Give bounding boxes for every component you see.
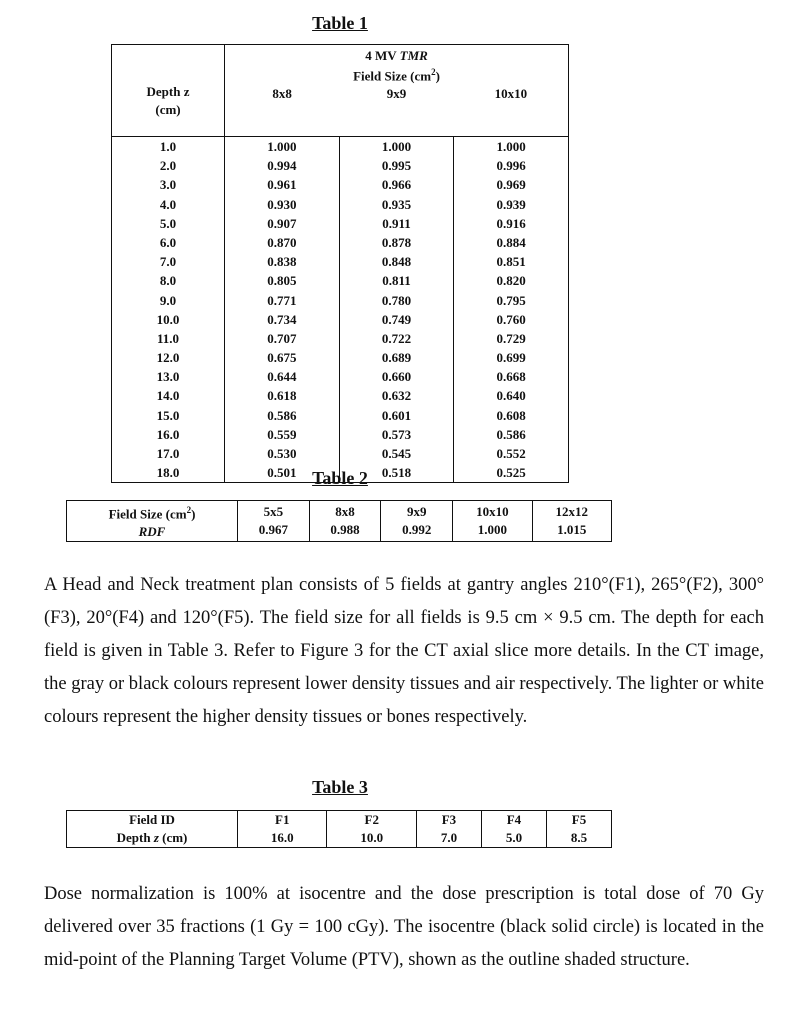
tmr-cell-8x8: 0.675 — [267, 350, 297, 366]
table2-size: 5x5 — [263, 504, 284, 520]
table2-col-3 — [453, 501, 532, 542]
table3-depth: 5.0 — [505, 830, 523, 845]
tmr-cell-9x9: 0.995 — [381, 158, 412, 174]
tmr-cell-10x10: 0.668 — [496, 369, 526, 385]
table3-col-4 — [546, 811, 611, 848]
col-header-10x10: 10x10 — [494, 86, 528, 102]
table3-col-3 — [481, 811, 546, 848]
tmr-cell-9x9: 0.573 — [381, 426, 412, 442]
table3-field: F5 — [571, 812, 587, 827]
tmr-prefix: 4 MV — [365, 48, 400, 63]
tmr-cell-10x10: 0.552 — [496, 446, 526, 461]
table2-col-2 — [381, 501, 453, 542]
table2-col-4 — [532, 501, 611, 542]
tmr-cell-10x10: 0.699 — [496, 350, 526, 366]
tmr-cell-8x8: 0.707 — [267, 330, 297, 346]
table3-depth: 10.0 — [360, 830, 384, 845]
depth-cell: 18.0 — [156, 465, 180, 481]
field-size-end: ) — [435, 68, 440, 84]
tmr-cell-9x9: 0.689 — [381, 350, 412, 366]
tmr-cell-8x8: 0.907 — [267, 215, 297, 231]
tmr-cell-9x9: 0.848 — [381, 254, 412, 270]
depth-cell: 7.0 — [159, 254, 177, 270]
table3-row2-z: z — [153, 830, 159, 845]
table2-col-0 — [238, 501, 310, 542]
depth-cell: 10.0 — [156, 311, 180, 327]
tmr-cell-10x10: 0.851 — [496, 254, 526, 270]
depth-cell: 13.0 — [156, 369, 180, 385]
tmr-cell-10x10: 0.608 — [496, 407, 526, 423]
tmr-cell-8x8: 0.618 — [267, 388, 297, 404]
table3-field: F4 — [506, 812, 522, 827]
depth-header-unit: (cm) — [155, 102, 181, 117]
tmr-cell-9x9: 0.911 — [382, 215, 411, 231]
table2-row1-end: ) — [191, 506, 196, 522]
table3-label-cell — [67, 811, 238, 848]
table3-col-0 — [238, 811, 327, 848]
table2-rdf: 1.015 — [557, 522, 587, 538]
tmr-cell-9x9: 0.780 — [381, 292, 412, 308]
tmr-cell-8x8: 0.501 — [267, 465, 297, 481]
table2-label-cell — [67, 501, 238, 542]
tmr-cell-8x8: 0.530 — [267, 446, 297, 461]
depth-cell: 15.0 — [156, 407, 180, 423]
tmr-cell-9x9: 0.518 — [381, 465, 412, 481]
table3-field: F1 — [275, 812, 290, 827]
depth-cell: 4.0 — [159, 196, 177, 212]
table3-title: Table 3 — [312, 777, 368, 797]
table3-depth: 8.5 — [570, 830, 588, 845]
tmr-cell-9x9: 0.966 — [381, 177, 412, 193]
tmr-cell-9x9: 0.660 — [381, 369, 412, 385]
tmr-cell-8x8: 0.994 — [267, 158, 297, 174]
tmr-label: TMR — [399, 48, 428, 63]
col-header-9x9: 9x9 — [386, 86, 407, 102]
tmr-cell-9x9: 1.000 — [381, 139, 412, 154]
tmr-cell-8x8: 0.870 — [267, 234, 297, 250]
depth-cell: 16.0 — [156, 426, 180, 442]
tmr-cell-10x10: 0.939 — [496, 196, 526, 212]
table2-size: 12x12 — [555, 504, 589, 520]
table3-row2-prefix: Depth — [116, 830, 154, 845]
table1-title: Table 1 — [312, 13, 368, 33]
tmr-cell-8x8: 0.930 — [267, 196, 297, 212]
tmr-cell-9x9: 0.722 — [381, 330, 412, 346]
table3-depth: 16.0 — [270, 830, 294, 845]
tmr-cell-9x9: 0.935 — [381, 196, 412, 212]
tmr-cell-10x10: 0.729 — [496, 330, 526, 346]
depth-cell: 17.0 — [156, 446, 180, 461]
tmr-cell-9x9: 0.545 — [381, 446, 412, 461]
tmr-cell-10x10: 0.820 — [496, 273, 526, 289]
tmr-cell-8x8: 0.961 — [267, 177, 297, 193]
tmr-cell-8x8: 0.559 — [267, 426, 297, 442]
table1-col-9x9 — [339, 137, 454, 483]
table3-row2-end: (cm) — [158, 830, 188, 845]
paragraph-treatment-plan: A Head and Neck treatment plan consists of 5 fields at gantry angles 210°(F1), 265°(F2), 300°(F3), 20°(F4) and 120°(F5). The field size for all fields is 9.5 cm × 9.5 cm. The depth for each field is given in Table 3. Refer to Figure 3 for the CT axial slice more details. In the CT image, the gray or black colours represent lower density tissues and air respectively. The lighter or white colours represent the higher density tissues or bones respectively. — [44, 575, 764, 727]
tmr-cell-10x10: 0.884 — [496, 234, 526, 250]
tmr-cell-9x9: 0.749 — [381, 311, 412, 327]
table3-field: F3 — [441, 812, 457, 827]
tmr-cell-8x8: 1.000 — [267, 139, 297, 154]
tmr-cell-8x8: 0.586 — [267, 407, 297, 423]
table2-title: Table 2 — [312, 468, 368, 488]
tmr-cell-9x9: 0.811 — [382, 273, 411, 289]
table2-rdf: 0.967 — [258, 522, 288, 538]
depth-cell: 1.0 — [159, 139, 177, 154]
table2 — [66, 500, 612, 542]
table3-row1-label: Field ID — [129, 812, 175, 827]
depth-cell: 6.0 — [159, 234, 177, 250]
tmr-cell-10x10: 0.795 — [496, 292, 526, 308]
tmr-cell-8x8: 0.838 — [267, 254, 297, 270]
depth-cell: 8.0 — [159, 273, 177, 289]
tmr-cell-10x10: 0.996 — [496, 158, 526, 174]
depth-cell: 14.0 — [156, 388, 180, 404]
tmr-cell-9x9: 0.632 — [381, 388, 412, 404]
depth-cell: 3.0 — [159, 177, 177, 193]
depth-cell: 9.0 — [159, 292, 177, 308]
tmr-cell-9x9: 0.601 — [381, 407, 412, 423]
table1-col-10x10 — [454, 137, 569, 483]
tmr-cell-10x10: 0.916 — [496, 215, 526, 231]
tmr-cell-8x8: 0.644 — [267, 369, 297, 385]
col-header-8x8: 8x8 — [272, 86, 292, 102]
tmr-cell-10x10: 0.969 — [496, 177, 526, 193]
table3-col-1 — [327, 811, 416, 848]
paragraph-dose-normalization: Dose normalization is 100% at isocentre and the dose prescription is total dose of 70 Gy delivered over 35 fractions (1 Gy = 100 cGy). The isocentre (black solid circle) is located in the mid-point of the Planning Target Volume (PTV), shown as the outline shaded structure. — [44, 884, 764, 970]
depth-cell: 5.0 — [159, 215, 177, 231]
depth-cell: 2.0 — [159, 158, 177, 174]
field-size-label: Field Size (cm — [353, 68, 432, 84]
table2-row1-label: Field Size (cm — [108, 506, 187, 522]
table1-depth-header — [112, 45, 225, 137]
tmr-cell-8x8: 0.771 — [267, 292, 297, 308]
tmr-cell-8x8: 0.805 — [267, 273, 297, 289]
table2-size: 10x10 — [476, 504, 509, 520]
table2-size: 8x8 — [335, 504, 355, 520]
table3-depth: 7.0 — [440, 830, 458, 845]
table2-rdf: 0.988 — [330, 522, 360, 538]
table1-group-header — [225, 45, 569, 137]
table1-depth-column — [112, 137, 225, 483]
tmr-cell-10x10: 0.640 — [496, 388, 526, 404]
table2-col-1 — [309, 501, 381, 542]
depth-cell: 12.0 — [156, 350, 180, 366]
table2-row2-label: RDF — [138, 524, 166, 540]
table2-size: 9x9 — [407, 504, 427, 520]
tmr-cell-10x10: 1.000 — [496, 139, 526, 154]
table3-field: F2 — [364, 812, 379, 827]
depth-cell: 11.0 — [156, 330, 180, 346]
table1-col-8x8 — [225, 137, 340, 483]
table2-rdf: 0.992 — [402, 522, 432, 538]
table1 — [111, 44, 569, 483]
table3 — [66, 810, 612, 848]
tmr-cell-10x10: 0.586 — [496, 426, 526, 442]
tmr-cell-10x10: 0.525 — [496, 465, 526, 481]
depth-header-label: Depth z — [146, 84, 190, 99]
table2-rdf: 1.000 — [477, 522, 507, 538]
table3-col-2 — [416, 811, 481, 848]
tmr-cell-8x8: 0.734 — [267, 311, 297, 327]
tmr-cell-9x9: 0.878 — [381, 234, 412, 250]
field-size-sup: 2 — [431, 67, 436, 77]
table2-row1-sup: 2 — [186, 505, 192, 515]
tmr-cell-10x10: 0.760 — [496, 311, 526, 327]
